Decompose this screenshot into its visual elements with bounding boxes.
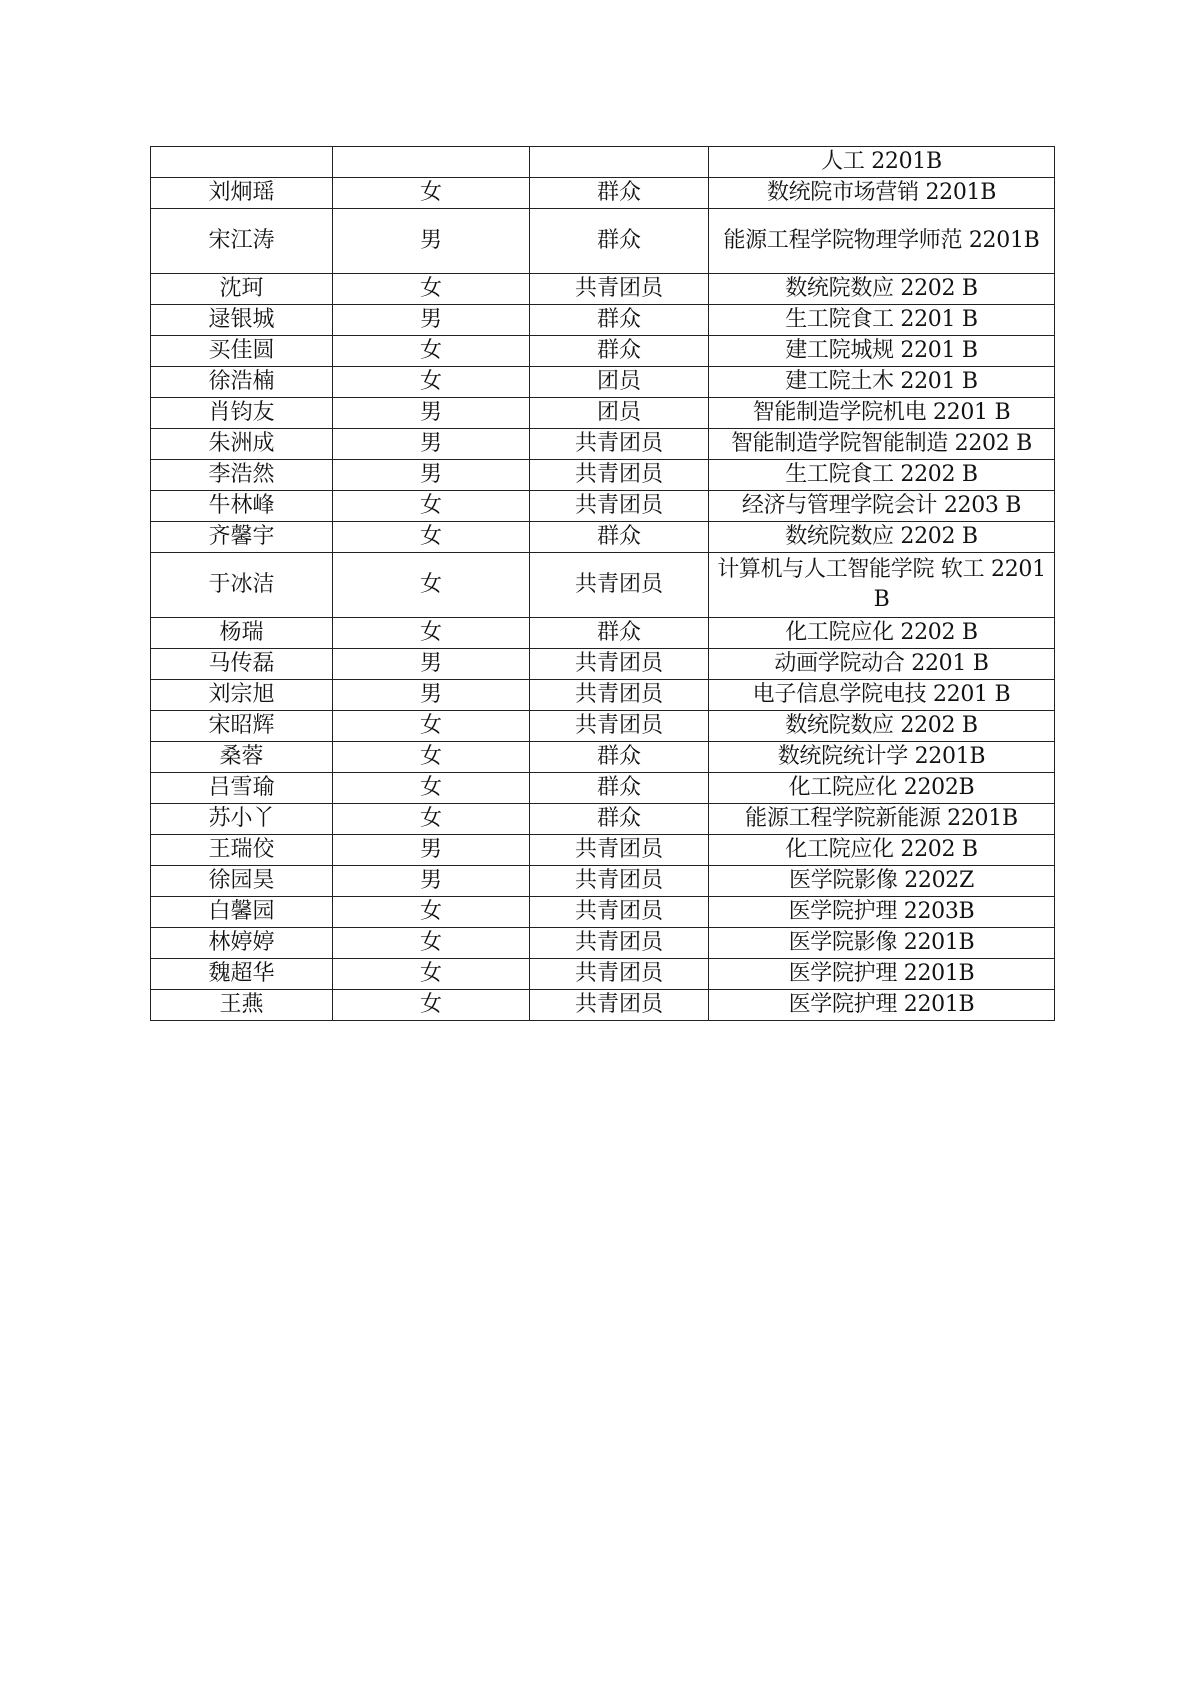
political-status-cell: 共青团员 [530, 711, 709, 742]
student-name-cell: 王瑞佼 [151, 835, 333, 866]
political-status-cell: 群众 [530, 773, 709, 804]
gender-cell: 女 [333, 897, 530, 928]
class-cell: 化工院应化 2202 B [709, 618, 1055, 649]
political-status-cell: 共青团员 [530, 866, 709, 897]
class-cell: 医学院影像 2201B [709, 928, 1055, 959]
political-status-cell: 共青团员 [530, 274, 709, 305]
class-cell: 智能制造学院机电 2201 B [709, 398, 1055, 429]
gender-cell: 男 [333, 866, 530, 897]
gender-cell: 女 [333, 178, 530, 209]
gender-cell: 男 [333, 398, 530, 429]
class-cell: 医学院护理 2203B [709, 897, 1055, 928]
class-cell: 数统院市场营销 2201B [709, 178, 1055, 209]
student-name-cell: 刘宗旭 [151, 680, 333, 711]
class-cell: 医学院护理 2201B [709, 959, 1055, 990]
table-row [151, 804, 1055, 835]
political-status-cell: 群众 [530, 742, 709, 773]
gender-cell: 女 [333, 804, 530, 835]
gender-cell: 女 [333, 959, 530, 990]
gender-cell: 女 [333, 711, 530, 742]
table-row [151, 147, 1055, 178]
student-name-cell: 桑蓉 [151, 742, 333, 773]
roster-table-body [151, 147, 1055, 1021]
gender-cell: 女 [333, 274, 530, 305]
table-row [151, 398, 1055, 429]
table-row [151, 835, 1055, 866]
political-status-cell: 团员 [530, 367, 709, 398]
political-status-cell: 群众 [530, 209, 709, 274]
gender-cell: 女 [333, 367, 530, 398]
student-name-cell: 苏小丫 [151, 804, 333, 835]
table-row [151, 990, 1055, 1021]
table-row [151, 553, 1055, 618]
political-status-cell [530, 147, 709, 178]
gender-cell: 女 [333, 773, 530, 804]
class-cell: 经济与管理学院会计 2203 B [709, 491, 1055, 522]
table-row [151, 522, 1055, 553]
gender-cell: 女 [333, 990, 530, 1021]
political-status-cell: 群众 [530, 804, 709, 835]
student-name-cell: 王燕 [151, 990, 333, 1021]
gender-cell: 男 [333, 305, 530, 336]
class-cell: 能源工程学院新能源 2201B [709, 804, 1055, 835]
gender-cell: 男 [333, 649, 530, 680]
political-status-cell: 共青团员 [530, 491, 709, 522]
political-status-cell: 共青团员 [530, 835, 709, 866]
class-cell: 电子信息学院电技 2201 B [709, 680, 1055, 711]
table-row [151, 178, 1055, 209]
class-cell: 数统院数应 2202 B [709, 522, 1055, 553]
class-cell: 人工 2201B [709, 147, 1055, 178]
student-name-cell: 吕雪瑜 [151, 773, 333, 804]
table-row [151, 618, 1055, 649]
gender-cell: 女 [333, 491, 530, 522]
table-row [151, 305, 1055, 336]
class-cell: 数统院数应 2202 B [709, 711, 1055, 742]
gender-cell: 男 [333, 835, 530, 866]
gender-cell [333, 147, 530, 178]
political-status-cell: 群众 [530, 618, 709, 649]
political-status-cell: 团员 [530, 398, 709, 429]
student-name-cell: 李浩然 [151, 460, 333, 491]
political-status-cell: 共青团员 [530, 897, 709, 928]
table-row [151, 460, 1055, 491]
table-row [151, 429, 1055, 460]
political-status-cell: 共青团员 [530, 990, 709, 1021]
table-row [151, 897, 1055, 928]
class-cell: 化工院应化 2202 B [709, 835, 1055, 866]
student-name-cell: 牛林峰 [151, 491, 333, 522]
student-name-cell: 逯银城 [151, 305, 333, 336]
gender-cell: 男 [333, 209, 530, 274]
class-cell: 生工院食工 2201 B [709, 305, 1055, 336]
class-cell: 建工院城规 2201 B [709, 336, 1055, 367]
student-name-cell: 林婷婷 [151, 928, 333, 959]
gender-cell: 女 [333, 618, 530, 649]
student-name-cell: 徐园昊 [151, 866, 333, 897]
class-cell: 生工院食工 2202 B [709, 460, 1055, 491]
class-cell: 智能制造学院智能制造 2202 B [709, 429, 1055, 460]
table-row [151, 274, 1055, 305]
table-row [151, 928, 1055, 959]
student-name-cell: 于冰洁 [151, 553, 333, 618]
table-row [151, 773, 1055, 804]
political-status-cell: 群众 [530, 305, 709, 336]
table-row [151, 649, 1055, 680]
political-status-cell: 共青团员 [530, 680, 709, 711]
student-name-cell [151, 147, 333, 178]
student-name-cell: 买佳圆 [151, 336, 333, 367]
table-row [151, 680, 1055, 711]
table-row [151, 367, 1055, 398]
student-name-cell: 宋江涛 [151, 209, 333, 274]
political-status-cell: 共青团员 [530, 460, 709, 491]
political-status-cell: 共青团员 [530, 649, 709, 680]
table-row [151, 742, 1055, 773]
gender-cell: 女 [333, 928, 530, 959]
student-name-cell: 白馨园 [151, 897, 333, 928]
student-name-cell: 齐馨宇 [151, 522, 333, 553]
political-status-cell: 群众 [530, 178, 709, 209]
student-name-cell: 马传磊 [151, 649, 333, 680]
table-row [151, 711, 1055, 742]
student-name-cell: 魏超华 [151, 959, 333, 990]
table-row [151, 491, 1055, 522]
gender-cell: 男 [333, 460, 530, 491]
student-name-cell: 朱洲成 [151, 429, 333, 460]
gender-cell: 男 [333, 680, 530, 711]
class-cell: 数统院数应 2202 B [709, 274, 1055, 305]
class-cell: 动画学院动合 2201 B [709, 649, 1055, 680]
class-cell: 化工院应化 2202B [709, 773, 1055, 804]
political-status-cell: 群众 [530, 336, 709, 367]
table-row [151, 959, 1055, 990]
student-roster-table [150, 146, 1055, 1021]
gender-cell: 女 [333, 336, 530, 367]
class-cell: 医学院影像 2202Z [709, 866, 1055, 897]
political-status-cell: 共青团员 [530, 429, 709, 460]
table-row [151, 336, 1055, 367]
gender-cell: 女 [333, 553, 530, 618]
student-name-cell: 肖钧友 [151, 398, 333, 429]
student-name-cell: 杨瑞 [151, 618, 333, 649]
table-row [151, 866, 1055, 897]
student-name-cell: 徐浩楠 [151, 367, 333, 398]
class-cell: 建工院土木 2201 B [709, 367, 1055, 398]
student-name-cell: 刘炯瑶 [151, 178, 333, 209]
gender-cell: 女 [333, 742, 530, 773]
political-status-cell: 群众 [530, 522, 709, 553]
gender-cell: 女 [333, 522, 530, 553]
class-cell: 医学院护理 2201B [709, 990, 1055, 1021]
political-status-cell: 共青团员 [530, 928, 709, 959]
table-row [151, 209, 1055, 274]
class-cell: 能源工程学院物理学师范 2201B [709, 209, 1055, 274]
political-status-cell: 共青团员 [530, 553, 709, 618]
political-status-cell: 共青团员 [530, 959, 709, 990]
class-cell: 计算机与人工智能学院 软工 2201 B [709, 553, 1055, 618]
gender-cell: 男 [333, 429, 530, 460]
class-cell: 数统院统计学 2201B [709, 742, 1055, 773]
student-name-cell: 宋昭辉 [151, 711, 333, 742]
student-name-cell: 沈珂 [151, 274, 333, 305]
